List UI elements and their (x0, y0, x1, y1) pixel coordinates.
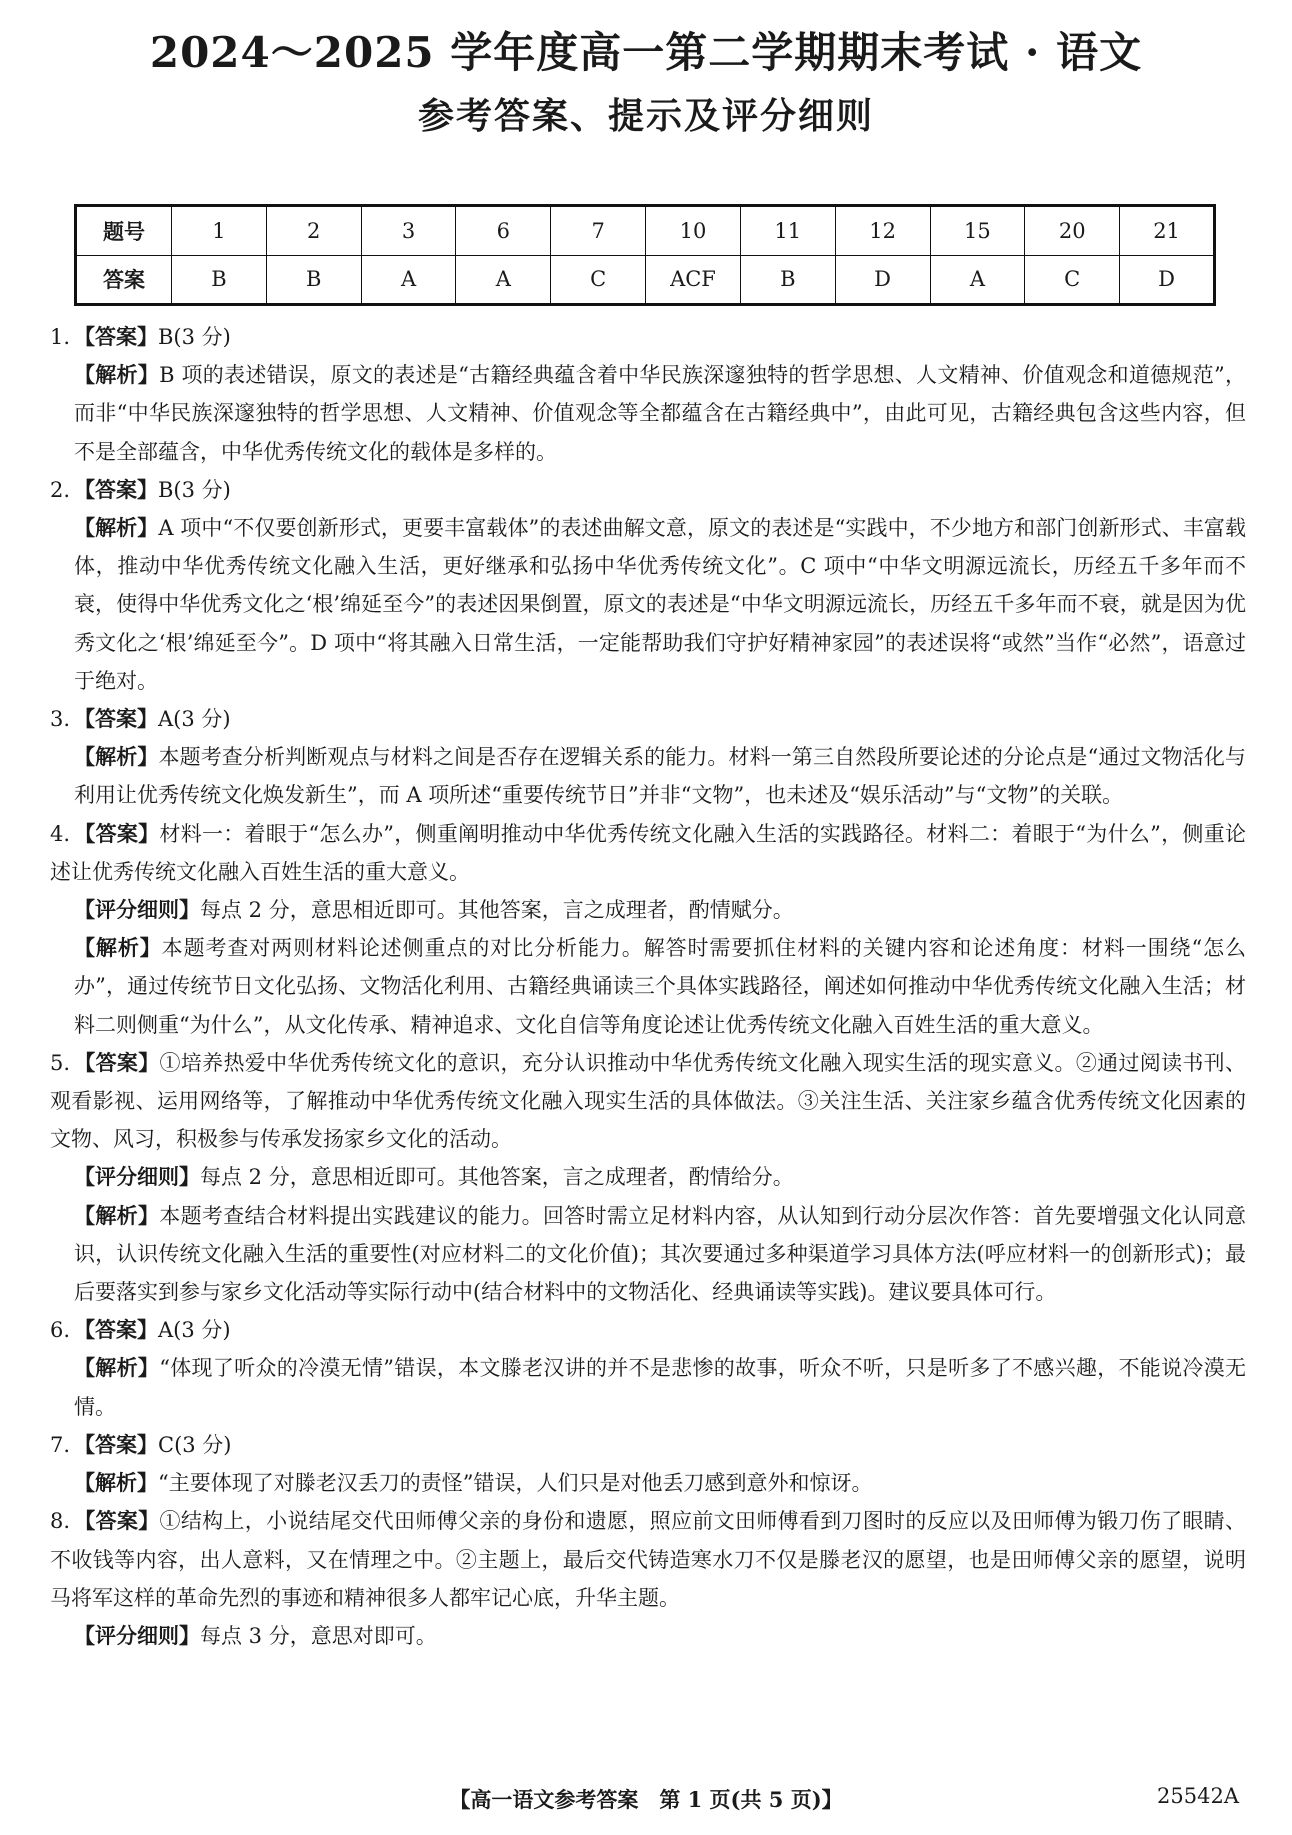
table-header-cell: 题号 (76, 206, 172, 256)
analysis-paragraph (50, 738, 1246, 814)
question-number: 2. (50, 477, 71, 502)
question-answer-block (50, 1044, 1246, 1159)
scoring-paragraph (50, 1158, 1246, 1196)
answer-label: 【答案】 (74, 706, 158, 732)
answer-cell: C (551, 255, 646, 305)
scoring-label: 【评分细则】 (74, 1622, 200, 1648)
analysis-paragraph (50, 1464, 1246, 1502)
answer-label: 【答案】 (74, 1049, 160, 1075)
analysis-paragraph (50, 356, 1246, 471)
question-number-cell: 2 (266, 206, 361, 256)
question-answer-line (50, 318, 1246, 356)
scoring-text: 每点 3 分，意思对即可。 (200, 1623, 437, 1648)
analysis-label: 【解析】 (74, 935, 162, 961)
answer-cell: B (172, 255, 267, 305)
answer-label: 【答案】 (74, 324, 158, 349)
question-number-cell: 12 (835, 206, 930, 256)
answer-cell: B (740, 255, 835, 305)
question-number: 8. (50, 1509, 71, 1534)
table-row (76, 206, 1215, 256)
question-answer-line (50, 700, 1246, 738)
question-number-cell: 20 (1025, 206, 1120, 256)
analysis-text: 本题考查对两则材料论述侧重点的对比分析能力。解答时需要抓住材料的关键内容和论述角度：材料一围绕“怎么办”，通过传统节日文化弘扬、文物活化利用、古籍经典诵读三个具体实践路径，阐述如何推动中华优秀传统文化融入生活；材料二则侧重“为什么”，从文化传承、精神追求、文化自信等角度论述让优秀传统文化融入百姓生活的重大意义。 (74, 936, 1247, 1037)
question-number: 7. (50, 1432, 71, 1457)
question-number-cell: 6 (456, 206, 551, 256)
answer-cell: ACF (646, 255, 741, 305)
answer-label: 【答案】 (74, 1508, 160, 1534)
answer-label: 【答案】 (74, 1431, 158, 1457)
question-number-cell: 10 (646, 206, 741, 256)
question-number: 3. (50, 707, 71, 732)
analysis-label: 【解析】 (74, 1355, 160, 1381)
document-code: 25542A (1157, 1784, 1239, 1808)
analysis-text: “主要体现了对滕老汉丢刀的责怪”错误，人们只是对他丢刀感到意外和惊讶。 (158, 1471, 873, 1496)
question-answer-line (50, 1311, 1246, 1349)
table-row (76, 255, 1215, 305)
question-number: 1. (50, 325, 71, 349)
question-number-cell: 1 (172, 206, 267, 256)
answer-cell: D (835, 255, 930, 305)
answer-text: 材料一：着眼于“怎么办”，侧重阐明推动中华优秀传统文化融入生活的实践路径。材料二：着眼于“为什么”，侧重论述让优秀传统文化融入百姓生活的重大意义。 (50, 821, 1246, 884)
answer-label: 【答案】 (74, 476, 158, 502)
question-number: 5. (50, 1050, 71, 1075)
analysis-paragraph (50, 929, 1246, 1044)
analysis-label: 【解析】 (74, 744, 159, 770)
analysis-paragraph (50, 1349, 1246, 1425)
answer-label: 【答案】 (74, 1317, 158, 1343)
answer-cell: A (930, 255, 1025, 305)
analysis-text: A 项中“不仅要创新形式，更要丰富载体”的表述曲解文意，原文的表述是“实践中，不少地方和部门创新形式、丰富载体，推动中华优秀传统文化融入生活，更好继承和弘扬中华优秀传统文化”。C 项中“中华文明源远流长，历经五千多年而不衰，使得中华优秀文化之‘根’绵延至今”的表述因果倒置，原文的表述是“中华文明源远流长，历经五千多年而不衰，就是因为优秀文化之‘根’绵延至今”。D 项中“将其融入日常生活，一定能帮助我们守护好精神家园”的表述误将“或然”当作“必然”，语意过于绝对。 (74, 516, 1247, 693)
page-footer: 【高一语文参考答案 第 1 页(共 5 页)】 (449, 1787, 843, 1812)
analysis-paragraph (50, 509, 1246, 700)
question-answer-line (50, 1426, 1246, 1464)
answer-cell: C (1025, 255, 1120, 305)
scoring-paragraph (50, 891, 1246, 929)
answer-cell: B (266, 255, 361, 305)
answer-list (50, 318, 1246, 1655)
table-header-cell: 答案 (76, 255, 172, 305)
scoring-label: 【评分细则】 (74, 1164, 200, 1190)
scoring-text: 每点 2 分，意思相近即可。其他答案，言之成理者，酌情给分。 (200, 1165, 794, 1190)
answer-text: B(3 分) (158, 325, 231, 349)
analysis-text: 本题考查分析判断观点与材料之间是否存在逻辑关系的能力。材料一第三自然段所要论述的分论点是“通过文物活化与利用让优秀传统文化焕发新生”，而 A 项所述“重要传统节日”并非“文物”，也未述及“娱乐活动”与“文物”的关联。 (74, 745, 1247, 808)
answer-text: B(3 分) (158, 477, 231, 502)
question-answer-block (50, 1502, 1246, 1617)
question-number: 6. (50, 1318, 71, 1343)
analysis-label: 【解析】 (74, 1470, 158, 1496)
question-number-cell: 15 (930, 206, 1025, 256)
question-number: 4. (50, 821, 71, 846)
page-title: 2024～2025 学年度高一第二学期期末考试 · 语文 (149, 28, 1143, 77)
answer-table (74, 204, 1216, 306)
question-number-cell: 21 (1120, 206, 1215, 256)
answer-label: 【答案】 (74, 820, 160, 846)
analysis-text: B 项的表述错误，原文的表述是“古籍经典蕴含着中华民族深邃独特的哲学思想、人文精神、价值观念和道德规范”，而非“中华民族深邃独特的哲学思想、人文精神、价值观念等全都蕴含在古籍经典中”，由此可见，古籍经典包含这些内容，但不是全部蕴含，中华优秀传统文化的载体是多样的。 (74, 363, 1246, 464)
analysis-label: 【解析】 (74, 362, 160, 388)
answer-text: C(3 分) (158, 1432, 232, 1457)
analysis-label: 【解析】 (74, 1202, 160, 1228)
question-answer-block (50, 815, 1246, 891)
question-number-cell: 11 (740, 206, 835, 256)
analysis-label: 【解析】 (74, 515, 159, 541)
scoring-label: 【评分细则】 (74, 897, 200, 923)
answer-text: ①培养热爱中华优秀传统文化的意识，充分认识推动中华优秀传统文化融入现实生活的现实意义。②通过阅读书刊、观看影视、运用网络等，了解推动中华优秀传统文化融入现实生活的具体做法。③关注生活、关注家乡蕴含优秀传统文化因素的文物、风习，积极参与传承发扬家乡文化的活动。 (50, 1050, 1246, 1152)
answer-cell: A (456, 255, 551, 305)
analysis-paragraph (50, 1197, 1246, 1312)
analysis-text: “体现了听众的冷漠无情”错误，本文滕老汉讲的并不是悲惨的故事，听众不听，只是听多了不感兴趣，不能说冷漠无情。 (74, 1356, 1246, 1419)
analysis-text: 本题考查结合材料提出实践建议的能力。回答时需立足材料内容，从认知到行动分层次作答：首先要增强文化认同意识，认识传统文化融入生活的重要性(对应材料二的文化价值)；其次要通过多种渠道学习具体方法(呼应材料一的创新形式)；最后要落实到参与家乡文化活动等实际行动中(结合材料中的文物活化、经典诵读等实践)。建议要具体可行。 (74, 1203, 1247, 1305)
scoring-text: 每点 2 分，意思相近即可。其他答案，言之成理者，酌情赋分。 (200, 898, 794, 923)
question-number-cell: 3 (361, 206, 456, 256)
answer-text: A(3 分) (158, 1318, 231, 1343)
answer-text: A(3 分) (158, 707, 231, 732)
answer-cell: D (1120, 255, 1215, 305)
scoring-paragraph (50, 1617, 1246, 1655)
page-subtitle: 参考答案、提示及评分细则 (417, 95, 874, 137)
answer-text: ①结构上，小说结尾交代田师傅父亲的身份和遗愿，照应前文田师傅看到刀图时的反应以及田师傅为锻刀伤了眼睛、不收钱等内容，出人意料，又在情理之中。②主题上，最后交代铸造寒水刀不仅是滕老汉的愿望，也是田师傅父亲的愿望，说明马将军这样的革命先烈的事迹和精神很多人都牢记心底，升华主题。 (50, 1509, 1246, 1610)
answer-cell: A (361, 255, 456, 305)
question-number-cell: 7 (551, 206, 646, 256)
question-answer-line (50, 471, 1246, 509)
